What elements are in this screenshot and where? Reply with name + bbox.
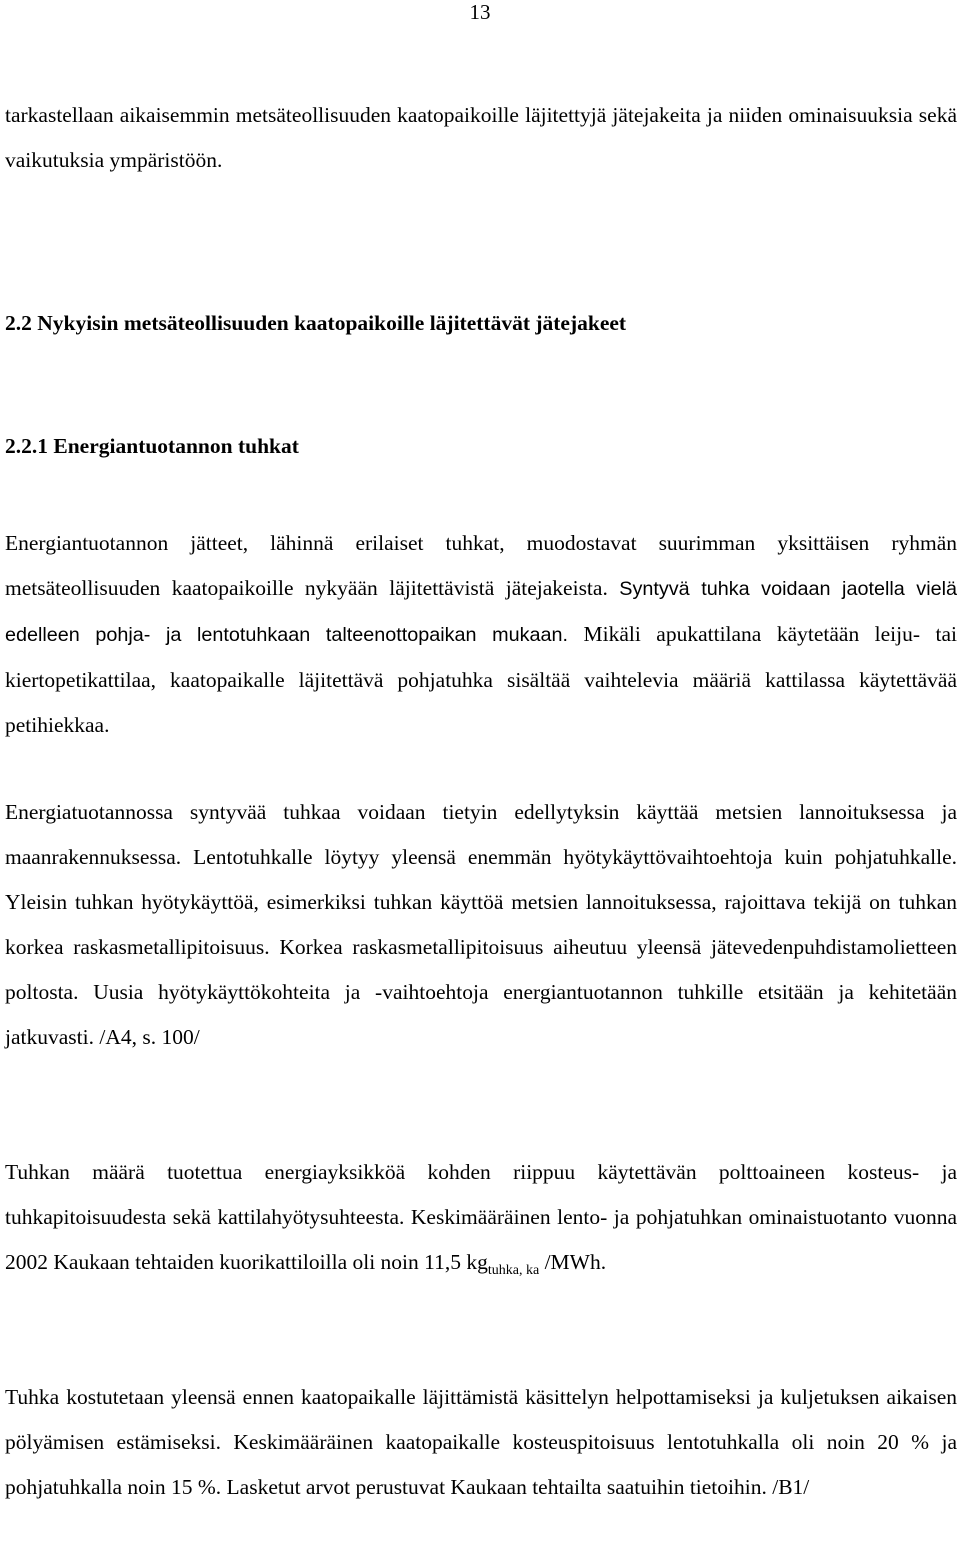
paragraph-2: Energiatuotannossa syntyvää tuhkaa voidaan tietyin edellytyksin käyttää metsien lannoituksessa ja maanrakennuksessa. Lentotuhkalle löytyy yleensä enemmän hyötykäyttövaihtoehtoja kuin pohjatuhkalle. Yleisin tuhkan hyötykäyttöä, esimerkiksi tuhkan käyttöä metsien lannoituksessa, rajoittava tekijä on tuhkan korkea raskasmetallipitoisuus. Korkea raskasmetallipitoisuus aiheutuu yleensä jätevedenpuhdistamolietteen poltosta. Uusia hyötykäyttökohteita ja -vaihtoehtoja energiantuotannon tuhkille etsitään ja kehitetään jatkuvasti. /A4, s. 100/ bbox=[5, 800, 957, 1049]
intro-paragraph: tarkastellaan aikaisemmin metsäteollisuuden kaatopaikoille läjitettyjä jätejakeita ja niiden ominaisuuksia sekä vaikutuksia ympäristöön. bbox=[5, 103, 957, 172]
paragraph-1-block bbox=[5, 521, 957, 748]
paragraph-4: Tuhka kostutetaan yleensä ennen kaatopaikalle läjittämistä käsittelyn helpottamiseksi ja kuljetuksen aikaisen pölyämisen estämiseksi. Keskimääräinen kaatopaikalle kosteuspitoisuus lentotuhkalla oli noin 20 % ja pohjatuhkalla noin 15 %. Lasketut arvot perustuvat Kaukaan tehtailta saatuihin tietoihin. /B1/ bbox=[5, 1385, 957, 1499]
intro-paragraph-block bbox=[5, 93, 957, 183]
paragraph-3-main: Tuhkan määrä tuotettua energiayksikköä kohden riippuu käytettävän polttoaineen kosteus- ja tuhkapitoisuudesta sekä kattilahyötysuhteesta. Keskimääräinen lento- ja pohjatuhkan ominaistuotanto vuonna 2002 Kaukaan tehtaiden kuorikattiloilla oli noin 11,5 kg bbox=[5, 1160, 957, 1274]
paragraph-1-sentence-2: Syntyvä tuhka voidaan jaotella vielä edelleen pohja- ja lentotuhkaan talteenottopaikan mukaan. bbox=[5, 578, 957, 646]
paragraph-3-subscript: tuhka, ka bbox=[487, 1263, 540, 1278]
paragraph-3 bbox=[5, 1150, 957, 1293]
paragraph-3-block bbox=[5, 1150, 957, 1293]
paragraph-4-block bbox=[5, 1375, 957, 1510]
paragraph-1 bbox=[5, 521, 957, 748]
paragraph-1-sentence-3: Mikäli apukattilana käytetään leiju- tai kiertopetikattilaa, kaatopaikalle läjitettävä pohjatuhka sisältää vaihtelevia määriä kattilassa käytettävää petihiekkaa. bbox=[5, 622, 958, 737]
section-heading-block bbox=[5, 308, 957, 338]
subsection-heading: 2.2.1 Energiantuotannon tuhkat bbox=[5, 434, 299, 458]
paragraph-2-block bbox=[5, 790, 957, 1060]
section-heading: 2.2 Nykyisin metsäteollisuuden kaatopaikoille läjitettävät jätejakeet bbox=[5, 311, 627, 335]
paragraph-3-end: /MWh. bbox=[539, 1250, 607, 1274]
subsection-heading-block bbox=[5, 431, 957, 461]
page-number: 13 bbox=[469, 0, 491, 24]
paragraph-1-sentence-1: Energiantuotannon jätteet, lähinnä erilaiset tuhkat, muodostavat suurimman yksittäisen ryhmän metsäteollisuuden kaatopaikoille nykyään läjitettävistä jätejakeista. bbox=[5, 531, 957, 600]
